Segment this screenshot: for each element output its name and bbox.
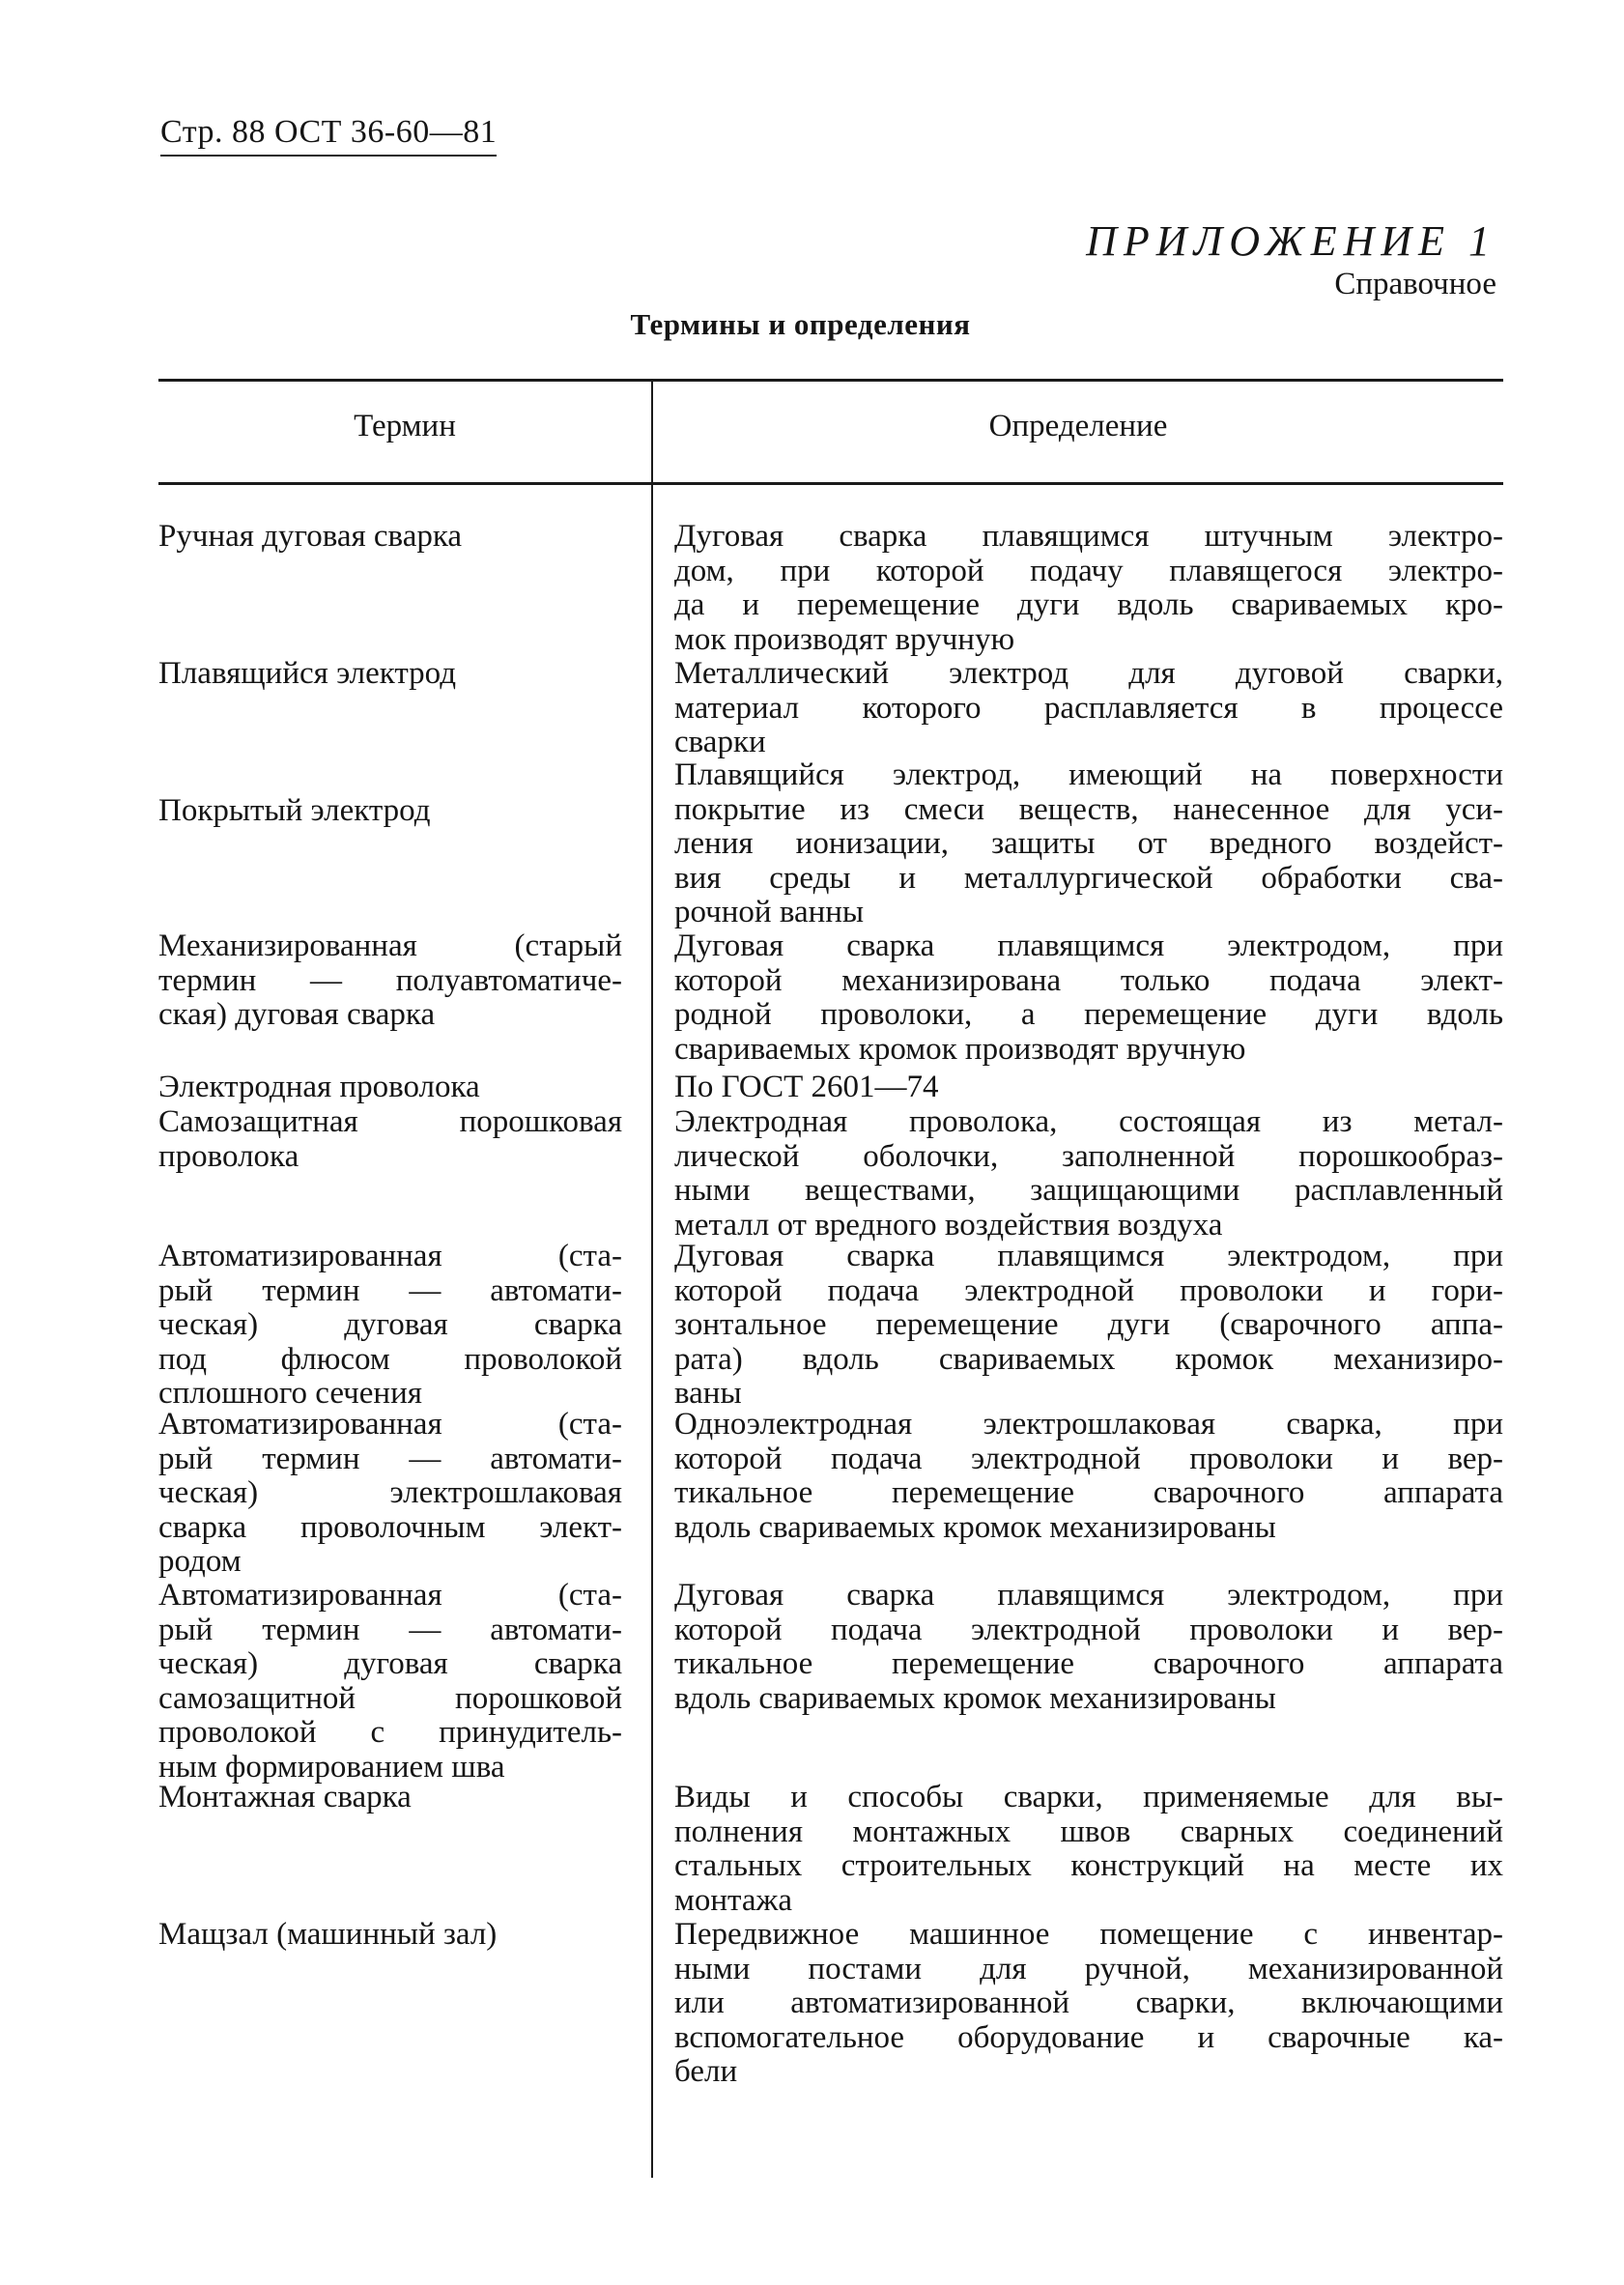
page-header: Стр. 88 ОСТ 36-60—81 <box>160 114 497 157</box>
text-line: По ГОСТ 2601—74 <box>674 1070 939 1104</box>
definition-cell <box>674 1579 1503 1716</box>
table-caption-text: Термины и определения <box>630 307 971 341</box>
term-cell <box>158 657 622 692</box>
text-line: материал которого расплавляется в процессе <box>674 690 1503 726</box>
text-line: под флюсом проволокой <box>158 1341 622 1377</box>
text-line: Монтажная сварка <box>158 1780 412 1814</box>
text-line: вия среды и металлургической обработки сва- <box>674 860 1503 896</box>
term-cell <box>158 1781 622 1815</box>
table-caption <box>0 307 1624 342</box>
text-line: Самозащитная порошковая <box>158 1104 622 1139</box>
term-cell <box>158 1240 622 1412</box>
text-line: рый термин — автомати- <box>158 1612 622 1647</box>
text-line: вспомогательное оборудование и сварочные ка- <box>674 2019 1503 2055</box>
text-line: проволокой с принудитель- <box>158 1715 622 1750</box>
text-line: бели <box>674 2054 738 2089</box>
text-line: которой механизирована только подача элект- <box>674 962 1503 998</box>
text-line: Виды и способы сварки, применяемые для вы- <box>674 1780 1503 1814</box>
text-line: ным формированием шва <box>158 1749 505 1785</box>
term-cell <box>158 1579 622 1785</box>
text-line: Механизированная (старый <box>158 928 622 963</box>
term-cell <box>158 520 622 555</box>
text-line: лической оболочки, заполненной порошкообраз- <box>674 1138 1503 1174</box>
text-line: которой подача электродной проволоки и гори- <box>674 1272 1503 1308</box>
text-line: Автоматизированная (ста- <box>158 1578 622 1613</box>
text-line: ская) дуговая сварка <box>158 997 436 1032</box>
text-line: стальных строительных конструкций на месте их <box>674 1848 1503 1883</box>
text-line: сварка проволочным элект- <box>158 1509 622 1545</box>
text-line: рый термин — автомати- <box>158 1441 622 1476</box>
text-line: ческая) электрошлаковая <box>158 1475 622 1510</box>
definition-cell <box>674 1105 1503 1242</box>
text-line: мок производят вручную <box>674 621 1015 657</box>
text-line: Автоматизированная (ста- <box>158 1407 622 1442</box>
text-line: тикальное перемещение сварочного аппарата <box>674 1475 1503 1510</box>
text-line: Мащзал (машинный зал) <box>158 1917 498 1952</box>
text-line: родной проволоки, а перемещение дуги вдоль <box>674 997 1503 1032</box>
table-column-divider <box>651 379 653 2178</box>
definition-cell <box>674 758 1503 930</box>
term-cell <box>158 1105 622 1174</box>
text-line: которой подача электродной проволоки и вер- <box>674 1441 1503 1476</box>
text-line: рата) вдоль свариваемых кромок механизиро- <box>674 1341 1503 1377</box>
text-line: Электродная проволока <box>158 1070 480 1104</box>
text-line: Покрытый электрод <box>158 793 431 828</box>
definition-cell <box>674 1918 1503 2090</box>
table-header-rule <box>158 482 1503 485</box>
text-line: проволока <box>158 1138 299 1174</box>
term-cell <box>158 1071 622 1105</box>
text-line: Одноэлектродная электрошлаковая сварка, при <box>674 1407 1503 1442</box>
text-line: сплошного сечения <box>158 1376 422 1411</box>
text-line: дом, при которой подачу плавящегося электро- <box>674 553 1503 588</box>
text-line: Плавящийся электрод, имеющий на поверхности <box>674 757 1503 792</box>
text-line: Передвижное машинное помещение с инвентар- <box>674 1917 1503 1952</box>
text-line: которой подача электродной проволоки и вер- <box>674 1612 1503 1647</box>
text-line: монтажа <box>674 1882 792 1918</box>
term-cell <box>158 1918 622 1953</box>
text-line: ваны <box>674 1376 742 1411</box>
text-line: вдоль свариваемых кромок механизированы <box>674 1509 1276 1545</box>
text-line: ческая) дуговая сварка <box>158 1307 622 1342</box>
text-line: самозащитной порошковой <box>158 1680 622 1716</box>
text-line: ными постами для ручной, механизированной <box>674 1951 1503 1986</box>
text-line: термин — полуавтоматиче- <box>158 962 622 998</box>
text-line: Плавящийся электрод <box>158 656 457 691</box>
text-line: тикальное перемещение сварочного аппарата <box>674 1646 1503 1681</box>
appendix-title: ПРИЛОЖЕНИЕ 1 <box>1086 217 1496 265</box>
text-line: или автоматизированной сварки, включающими <box>674 1985 1503 2020</box>
definition-cell <box>674 929 1503 1067</box>
definition-cell <box>674 1408 1503 1545</box>
text-line: полнения монтажных швов сварных соединений <box>674 1814 1503 1849</box>
definition-cell <box>674 1071 1503 1105</box>
text-line: рочной ванны <box>674 895 865 929</box>
text-line: родом <box>158 1544 242 1579</box>
text-line: Автоматизированная (ста- <box>158 1239 622 1273</box>
text-line: Ручная дуговая сварка <box>158 519 463 554</box>
text-line: зонтальное перемещение дуги (сварочного аппа- <box>674 1307 1503 1342</box>
definition-cell <box>674 520 1503 657</box>
appendix-subtitle: Справочное <box>1334 267 1496 301</box>
column-header-term: Термин <box>354 409 456 443</box>
term-cell <box>158 929 622 1033</box>
text-line: рый термин — автомати- <box>158 1272 622 1308</box>
column-header-definition: Определение <box>988 409 1168 443</box>
text-line: покрытие из смеси веществ, нанесенное для уси- <box>674 791 1503 827</box>
text-line: ными веществами, защищающими расплавленный <box>674 1173 1503 1208</box>
text-line: сварки <box>674 725 766 759</box>
term-cell <box>158 1408 622 1580</box>
text-line: металл от вредного воздействия воздуха <box>674 1207 1223 1242</box>
text-line: ления ионизации, защиты от вредного воздейст- <box>674 826 1503 861</box>
definition-cell <box>674 657 1503 760</box>
text-line: вдоль свариваемых кромок механизированы <box>674 1680 1276 1716</box>
text-line: Дуговая сварка плавящимся электродом, при <box>674 1239 1503 1273</box>
text-line: Дуговая сварка плавящимся электродом, при <box>674 928 1503 963</box>
text-line: свариваемых кромок производят вручную <box>674 1031 1246 1067</box>
text-line: Дуговая сварка плавящимся штучным электро- <box>674 519 1503 554</box>
text-line: Металлический электрод для дуговой сварки, <box>674 656 1503 691</box>
table-top-rule <box>158 379 1503 382</box>
text-line: да и перемещение дуги вдоль свариваемых кро- <box>674 587 1503 622</box>
term-cell <box>158 794 622 829</box>
text-line: Дуговая сварка плавящимся электродом, при <box>674 1578 1503 1613</box>
text-line: ческая) дуговая сварка <box>158 1646 622 1681</box>
definition-cell <box>674 1240 1503 1412</box>
definition-cell <box>674 1781 1503 1918</box>
text-line: Электродная проволока, состоящая из метал- <box>674 1104 1503 1139</box>
